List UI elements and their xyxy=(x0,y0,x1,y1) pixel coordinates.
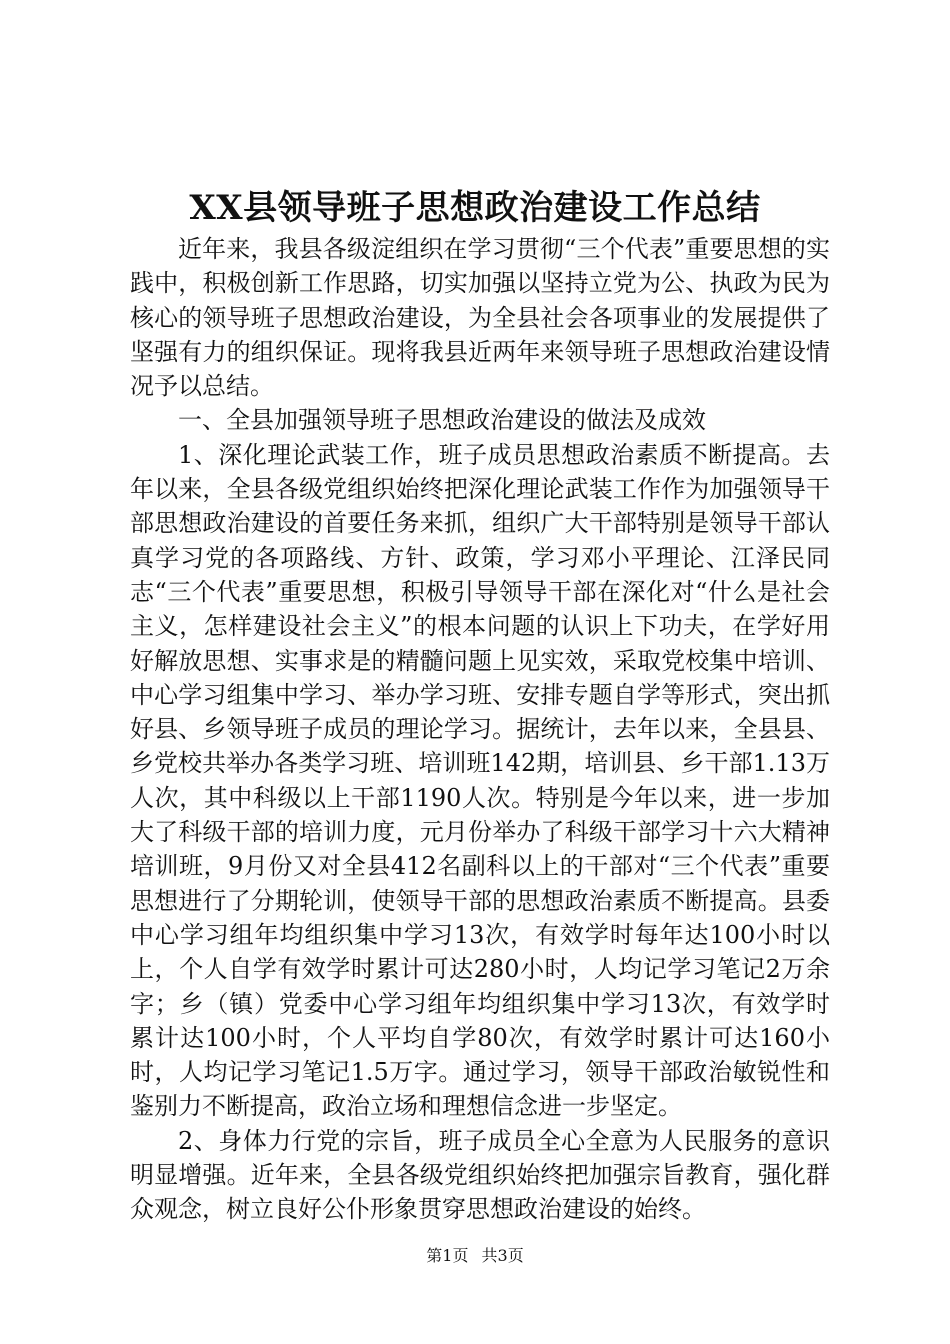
body-paragraph-1: 1、深化理论武装工作，班子成员思想政治素质不断提高。去年以来，全县各级党组织始终把深化理论武装工作作为加强领导干部思想政治建设的首要任务来抓，组织广大干部特别是领导干部认真学习党的各项路线、方针、政策，学习邓小平理论、江泽民同志“三个代表”重要思想，积极引导领导干部在深化对“什么是社会主义，怎样建设社会主义”的根本问题的认识上下功夫，在学好用好解放思想、实事求是的精髓问题上见实效，采取党校集中培训、中心学习组集中学习、举办学习班、安排专题自学等形式，突出抓好县、乡领导班子成员的理论学习。据统计，去年以来，全县县、乡党校共举办各类学习班、培训班142期，培训县、乡干部1.13万人次，其中科级以上干部1190人次。特别是今年以来，进一步加大了科级干部的培训力度，元月份举办了科级干部学习十六大精神培训班，9月份又对全县412名副科以上的干部对“三个代表”重要思想进行了分期轮训，使领导干部的思想政治素质不断提高。县委中心学习组年均组织集中学习13次，有效学时每年达100小时以上，个人自学有效学时累计可达280小时，人均记学习笔记2万余字；乡（镇）党委中心学习组年均组织集中学习13次，有效学时累计达100小时，个人平均自学80次，有效学时累计可达160小时，人均记学习笔记1.5万字。通过学习，领导干部政治敏锐性和鉴别力不断提高，政治立场和理想信念进一步坚定。 xyxy=(130,440,830,1121)
section-heading: 一、全县加强领导班子思想政治建设的做法及成效 xyxy=(178,406,706,435)
page-footer xyxy=(0,1245,950,1267)
document-body xyxy=(130,232,830,1227)
body-paragraph-2: 2、身体力行党的宗旨，班子成员全心全意为人民服务的意识明显增强。近年来，全县各级党组织始终把加强宗旨教育，强化群众观念，树立良好公仆形象贯穿思想政治建设的始终。 xyxy=(130,1126,830,1224)
page-number: 第1页 xyxy=(426,1246,469,1265)
intro-paragraph: 近年来，我县各级淀组织在学习贯彻“三个代表”重要思想的实践中，积极创新工作思路，切实加强以坚持立党为公、执政为民为核心的领导班子思想政治建设，为全县社会各项事业的发展提供了坚强有力的组织保证。现将我县近两年来领导班子思想政治建设情况予以总结。 xyxy=(130,235,830,401)
page-total: 共3页 xyxy=(481,1246,524,1265)
document-title: XX县领导班子思想政治建设工作总结 xyxy=(189,188,761,228)
